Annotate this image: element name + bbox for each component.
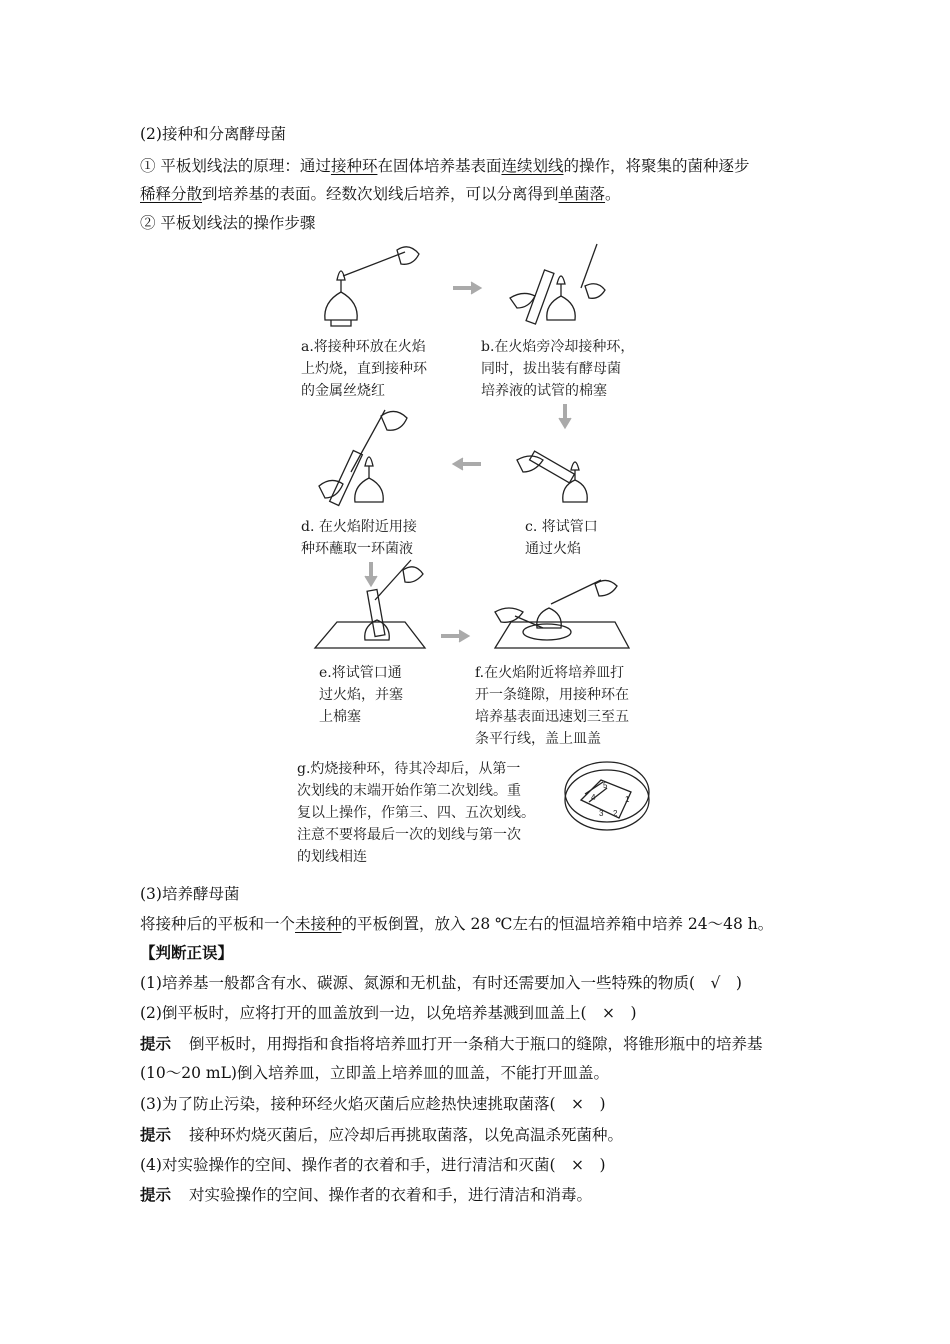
streak-plate-figure [285,240,670,872]
dish-number-2: 2 [613,809,618,818]
underline-continuous-streak: 连续划线 [501,157,564,175]
steps-heading: ② 平板划线法的操作步骤 [140,214,316,232]
step-a-illustration [325,247,419,326]
judge-q4: (4)对实验操作的空间、操作者的衣着和手，进行清洁和灭菌( × ) [140,1156,606,1174]
step-d-illustration [319,410,407,505]
judge-q2: (2)倒平板时，应将打开的皿盖放到一边，以免培养基溅到皿盖上( × ) [140,1004,637,1022]
step-b-caption: b.在火焰旁冷却接种环， 同时，拔出装有酵母菌 培养液的试管的棉塞 [481,339,635,399]
step-d-caption: d. 在火焰附近用接 种环蘸取一环菌液 [301,519,417,557]
hint-3: 提示 接种环灼烧灭菌后，应冷却后再挑取菌落，以免高温杀死菌种。 [140,1125,624,1144]
step-c-caption: c. 将试管口 通过火焰 [525,519,598,557]
dish-number-1: 1 [625,795,630,804]
hint-label: 提示 [140,1185,172,1204]
petri-dish-illustration [565,762,649,830]
principle-line-2: 稀释分散到培养基的表面。经数次划线后培养，可以分离得到单菌落。 [140,185,621,203]
step-e-caption: e.将试管口通 过火焰，并塞 上棉塞 [319,665,403,725]
step-f-caption: f.在火焰附近将培养皿打 开一条缝隙，用接种环在 培养基表面迅速划三至五 条平行线，盖上皿盖 [475,665,629,747]
hint-label: 提示 [140,1034,172,1053]
judge-q3: (3)为了防止污染，接种环经火焰灭菌后应趁热快速挑取菌落( × ) [140,1095,606,1113]
dish-number-4: 4 [591,793,596,802]
step-g-caption: g.灼烧接种环，待其冷却后，从第一 次划线的末端开始作第二次划线。重 复以上操作，作第三、四、五次划线。 注意不要将最后一次的划线与第一次 的划线相连 [297,761,535,865]
step-b-illustration [510,244,605,324]
step-c-illustration [517,451,587,502]
underline-not-inoculated: 未接种 [295,915,342,933]
section-2-heading: (2)接种和分离酵母菌 [140,125,286,143]
step-f-illustration [495,580,629,648]
hint-2-line-2: (10～20 mL)倒入培养皿，立即盖上培养皿的皿盖，不能打开皿盖。 [140,1064,609,1082]
principle-line-1: ① 平板划线法的原理：通过接种环在固体培养基表面连续划线的操作，将聚集的菌种逐步 [140,157,750,175]
step-a-caption: a.将接种环放在火焰 上灼烧，直到接种环 的金属丝烧红 [301,339,427,399]
hint-4: 提示 对实验操作的空间、操作者的衣着和手，进行清洁和消毒。 [140,1185,593,1204]
section-3-heading: (3)培养酵母菌 [140,885,240,903]
dish-number-3: 3 [599,809,604,818]
judge-q1: (1)培养基一般都含有水、碳源、氮源和无机盐，有时还需要加入一些特殊的物质( √ ) [140,974,742,992]
dish-number-5: 5 [603,781,608,790]
hint-label: 提示 [140,1125,172,1144]
underline-dilute: 稀释分散 [140,185,203,203]
hint-2-line-1: 提示 倒平板时，用拇指和食指将培养皿打开一条稍大于瓶口的缝隙，将锥形瓶中的培养基 [140,1034,763,1053]
underline-single-colony: 单菌落 [558,185,606,203]
judge-title: 【判断正误】 [140,943,234,962]
underline-inoculating-loop: 接种环 [330,157,378,175]
section-3-paragraph: 将接种后的平板和一个未接种的平板倒置，放入 28 ℃左右的恒温培养箱中培养 24～48 h。 [140,915,774,933]
